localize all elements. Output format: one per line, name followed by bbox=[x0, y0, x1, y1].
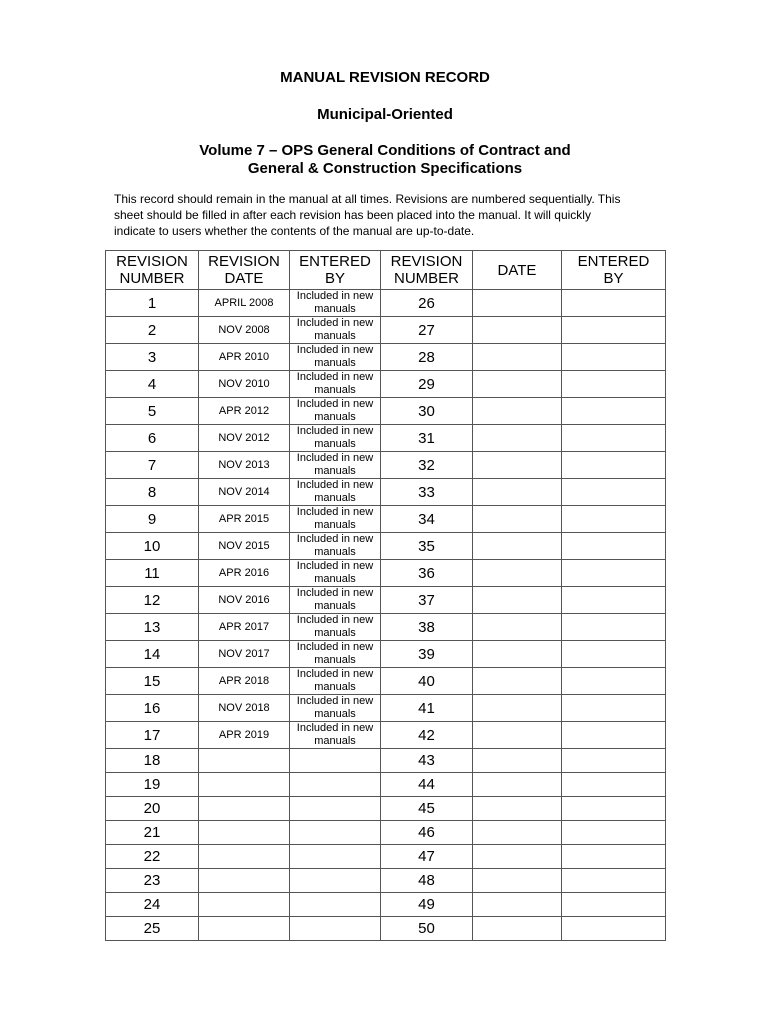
entered-by-cell: Included in new manuals bbox=[290, 425, 381, 452]
table-row bbox=[106, 614, 666, 641]
entered-by-cell-2 bbox=[562, 290, 666, 317]
revision-number-cell: 25 bbox=[106, 917, 199, 941]
revision-date-cell: NOV 2016 bbox=[199, 587, 290, 614]
revision-number-cell: 11 bbox=[106, 560, 199, 587]
entered-by-cell-2 bbox=[562, 614, 666, 641]
entered-by-cell: Included in new manuals bbox=[290, 371, 381, 398]
revision-number-cell-2: 32 bbox=[381, 452, 473, 479]
revision-number-cell-2: 43 bbox=[381, 749, 473, 773]
revision-number-cell-2: 47 bbox=[381, 845, 473, 869]
entered-by-cell: Included in new manuals bbox=[290, 290, 381, 317]
revision-number-cell: 13 bbox=[106, 614, 199, 641]
entered-by-cell-2 bbox=[562, 797, 666, 821]
entered-by-cell-2 bbox=[562, 893, 666, 917]
entered-by-cell-2 bbox=[562, 641, 666, 668]
revision-date-cell bbox=[199, 917, 290, 941]
revision-date-cell: NOV 2010 bbox=[199, 371, 290, 398]
revision-number-cell: 17 bbox=[106, 722, 199, 749]
date-cell-2 bbox=[473, 917, 562, 941]
entered-by-cell-2 bbox=[562, 425, 666, 452]
revision-number-cell: 15 bbox=[106, 668, 199, 695]
header-revision-number bbox=[106, 251, 199, 290]
date-cell-2 bbox=[473, 821, 562, 845]
entered-by-cell-2 bbox=[562, 371, 666, 398]
entered-by-cell-2 bbox=[562, 398, 666, 425]
table-row bbox=[106, 869, 666, 893]
revision-date-cell: NOV 2013 bbox=[199, 452, 290, 479]
entered-by-cell-2 bbox=[562, 479, 666, 506]
date-cell-2 bbox=[473, 641, 562, 668]
date-cell-2 bbox=[473, 845, 562, 869]
entered-by-cell-2 bbox=[562, 749, 666, 773]
entered-by-cell-2 bbox=[562, 773, 666, 797]
intro-paragraph bbox=[114, 191, 674, 239]
entered-by-cell bbox=[290, 917, 381, 941]
table-row bbox=[106, 695, 666, 722]
revision-number-cell-2: 41 bbox=[381, 695, 473, 722]
revision-number-cell-2: 33 bbox=[381, 479, 473, 506]
entered-by-cell: Included in new manuals bbox=[290, 452, 381, 479]
date-cell-2 bbox=[473, 668, 562, 695]
intro-line: sheet should be filled in after each revision has been placed into the manual. It will quickly bbox=[114, 208, 591, 222]
revision-number-cell: 8 bbox=[106, 479, 199, 506]
revision-number-cell-2: 37 bbox=[381, 587, 473, 614]
revision-date-cell bbox=[199, 893, 290, 917]
entered-by-cell-2 bbox=[562, 344, 666, 371]
table-row bbox=[106, 533, 666, 560]
document-title: MANUAL REVISION RECORD bbox=[280, 69, 490, 86]
revision-date-cell: APR 2019 bbox=[199, 722, 290, 749]
revision-date-cell: APR 2010 bbox=[199, 344, 290, 371]
table-row bbox=[106, 398, 666, 425]
date-cell-2 bbox=[473, 371, 562, 398]
date-cell-2 bbox=[473, 773, 562, 797]
revision-number-cell-2: 48 bbox=[381, 869, 473, 893]
entered-by-cell-2 bbox=[562, 560, 666, 587]
revision-number-cell-2: 34 bbox=[381, 506, 473, 533]
entered-by-cell-2 bbox=[562, 506, 666, 533]
revision-date-cell: NOV 2014 bbox=[199, 479, 290, 506]
revision-date-cell: APR 2012 bbox=[199, 398, 290, 425]
header-text: ENTERED bbox=[577, 253, 650, 270]
revision-number-cell-2: 38 bbox=[381, 614, 473, 641]
header-text: BY bbox=[603, 270, 624, 287]
revision-date-cell bbox=[199, 869, 290, 893]
date-cell-2 bbox=[473, 695, 562, 722]
revision-date-cell bbox=[199, 749, 290, 773]
header-text: REVISION bbox=[116, 253, 188, 270]
date-cell-2 bbox=[473, 722, 562, 749]
entered-by-cell: Included in new manuals bbox=[290, 560, 381, 587]
entered-by-cell-2 bbox=[562, 821, 666, 845]
table-row bbox=[106, 893, 666, 917]
entered-by-cell bbox=[290, 869, 381, 893]
table-row bbox=[106, 317, 666, 344]
date-cell-2 bbox=[473, 614, 562, 641]
entered-by-cell bbox=[290, 797, 381, 821]
revision-number-cell: 20 bbox=[106, 797, 199, 821]
revision-date-cell bbox=[199, 821, 290, 845]
revision-number-cell: 3 bbox=[106, 344, 199, 371]
date-cell-2 bbox=[473, 344, 562, 371]
intro-line: indicate to users whether the contents of the manual are up-to-date. bbox=[114, 224, 475, 238]
revision-number-cell-2: 27 bbox=[381, 317, 473, 344]
document-subtitle: Municipal-Oriented bbox=[317, 106, 453, 123]
revision-number-cell: 6 bbox=[106, 425, 199, 452]
revision-number-cell: 14 bbox=[106, 641, 199, 668]
entered-by-cell: Included in new manuals bbox=[290, 614, 381, 641]
revision-date-cell bbox=[199, 773, 290, 797]
entered-by-cell-2 bbox=[562, 722, 666, 749]
revision-number-cell-2: 40 bbox=[381, 668, 473, 695]
table-row bbox=[106, 917, 666, 941]
entered-by-cell: Included in new manuals bbox=[290, 398, 381, 425]
table-row bbox=[106, 344, 666, 371]
table-row bbox=[106, 587, 666, 614]
revision-date-cell: APR 2017 bbox=[199, 614, 290, 641]
revision-number-cell-2: 50 bbox=[381, 917, 473, 941]
table-row bbox=[106, 452, 666, 479]
entered-by-cell bbox=[290, 845, 381, 869]
entered-by-cell-2 bbox=[562, 533, 666, 560]
date-cell-2 bbox=[473, 749, 562, 773]
date-cell-2 bbox=[473, 398, 562, 425]
entered-by-cell bbox=[290, 893, 381, 917]
table-row bbox=[106, 821, 666, 845]
table-header-row bbox=[106, 251, 666, 290]
revision-number-cell: 5 bbox=[106, 398, 199, 425]
revision-number-cell: 22 bbox=[106, 845, 199, 869]
header-date-2: DATE bbox=[473, 251, 562, 290]
revision-number-cell: 12 bbox=[106, 587, 199, 614]
entered-by-cell: Included in new manuals bbox=[290, 722, 381, 749]
entered-by-cell: Included in new manuals bbox=[290, 641, 381, 668]
header-entered-by bbox=[290, 251, 381, 290]
table-row bbox=[106, 773, 666, 797]
revision-number-cell: 4 bbox=[106, 371, 199, 398]
revision-number-cell-2: 31 bbox=[381, 425, 473, 452]
revision-date-cell: APR 2015 bbox=[199, 506, 290, 533]
entered-by-cell bbox=[290, 821, 381, 845]
revision-number-cell-2: 28 bbox=[381, 344, 473, 371]
intro-line: This record should remain in the manual at all times. Revisions are numbered sequentially. This bbox=[114, 192, 621, 206]
date-cell-2 bbox=[473, 479, 562, 506]
header-text: NUMBER bbox=[393, 270, 459, 287]
revision-number-cell-2: 39 bbox=[381, 641, 473, 668]
table-row bbox=[106, 845, 666, 869]
header-text: ENTERED bbox=[299, 253, 371, 270]
entered-by-cell-2 bbox=[562, 587, 666, 614]
volume-title-line1: Volume 7 – OPS General Conditions of Contract and bbox=[199, 142, 571, 159]
revision-date-cell: NOV 2018 bbox=[199, 695, 290, 722]
header-text: DATE bbox=[224, 270, 264, 287]
revision-number-cell: 9 bbox=[106, 506, 199, 533]
header-text: BY bbox=[324, 270, 345, 287]
revision-number-cell: 19 bbox=[106, 773, 199, 797]
date-cell-2 bbox=[473, 425, 562, 452]
entered-by-cell-2 bbox=[562, 695, 666, 722]
entered-by-cell: Included in new manuals bbox=[290, 533, 381, 560]
table-row bbox=[106, 290, 666, 317]
revision-number-cell: 1 bbox=[106, 290, 199, 317]
revision-number-cell-2: 36 bbox=[381, 560, 473, 587]
revision-number-cell: 23 bbox=[106, 869, 199, 893]
date-cell-2 bbox=[473, 533, 562, 560]
table-row bbox=[106, 371, 666, 398]
entered-by-cell-2 bbox=[562, 452, 666, 479]
revision-date-cell: NOV 2012 bbox=[199, 425, 290, 452]
revision-date-cell bbox=[199, 845, 290, 869]
table-row bbox=[106, 668, 666, 695]
revision-date-cell: APRIL 2008 bbox=[199, 290, 290, 317]
entered-by-cell: Included in new manuals bbox=[290, 587, 381, 614]
revision-number-cell-2: 49 bbox=[381, 893, 473, 917]
date-cell-2 bbox=[473, 869, 562, 893]
revision-date-cell: NOV 2015 bbox=[199, 533, 290, 560]
date-cell-2 bbox=[473, 317, 562, 344]
table-row bbox=[106, 641, 666, 668]
revision-number-cell: 16 bbox=[106, 695, 199, 722]
table-row bbox=[106, 425, 666, 452]
revision-number-cell: 7 bbox=[106, 452, 199, 479]
revision-date-cell: APR 2018 bbox=[199, 668, 290, 695]
entered-by-cell: Included in new manuals bbox=[290, 317, 381, 344]
revision-number-cell-2: 30 bbox=[381, 398, 473, 425]
revision-number-cell-2: 26 bbox=[381, 290, 473, 317]
entered-by-cell: Included in new manuals bbox=[290, 506, 381, 533]
entered-by-cell-2 bbox=[562, 845, 666, 869]
entered-by-cell-2 bbox=[562, 917, 666, 941]
table-row bbox=[106, 749, 666, 773]
revision-number-cell-2: 35 bbox=[381, 533, 473, 560]
entered-by-cell: Included in new manuals bbox=[290, 344, 381, 371]
date-cell-2 bbox=[473, 560, 562, 587]
header-revision-date bbox=[199, 251, 290, 290]
volume-title-line2: General & Construction Specifications bbox=[247, 160, 523, 177]
entered-by-cell-2 bbox=[562, 668, 666, 695]
date-cell-2 bbox=[473, 290, 562, 317]
header-text: REVISION bbox=[390, 253, 463, 270]
revision-number-cell: 2 bbox=[106, 317, 199, 344]
table-row bbox=[106, 560, 666, 587]
entered-by-cell: Included in new manuals bbox=[290, 695, 381, 722]
entered-by-cell bbox=[290, 773, 381, 797]
header-entered-by-2 bbox=[562, 251, 666, 290]
entered-by-cell: Included in new manuals bbox=[290, 479, 381, 506]
revision-number-cell: 10 bbox=[106, 533, 199, 560]
revision-number-cell-2: 29 bbox=[381, 371, 473, 398]
revision-date-cell: NOV 2008 bbox=[199, 317, 290, 344]
date-cell-2 bbox=[473, 587, 562, 614]
revision-number-cell: 24 bbox=[106, 893, 199, 917]
revision-number-cell: 18 bbox=[106, 749, 199, 773]
revision-date-cell bbox=[199, 797, 290, 821]
revision-number-cell: 21 bbox=[106, 821, 199, 845]
revision-date-cell: NOV 2017 bbox=[199, 641, 290, 668]
date-cell-2 bbox=[473, 506, 562, 533]
table-row bbox=[106, 722, 666, 749]
revision-number-cell-2: 46 bbox=[381, 821, 473, 845]
revision-number-cell-2: 42 bbox=[381, 722, 473, 749]
header-revision-number-2 bbox=[381, 251, 473, 290]
entered-by-cell bbox=[290, 749, 381, 773]
entered-by-cell-2 bbox=[562, 317, 666, 344]
table-row bbox=[106, 479, 666, 506]
date-cell-2 bbox=[473, 452, 562, 479]
revision-table bbox=[105, 250, 666, 941]
revision-number-cell-2: 45 bbox=[381, 797, 473, 821]
table-row bbox=[106, 797, 666, 821]
date-cell-2 bbox=[473, 797, 562, 821]
revision-number-cell-2: 44 bbox=[381, 773, 473, 797]
entered-by-cell-2 bbox=[562, 869, 666, 893]
header-text: REVISION bbox=[208, 253, 280, 270]
header-text: NUMBER bbox=[119, 270, 185, 287]
date-cell-2 bbox=[473, 893, 562, 917]
revision-date-cell: APR 2016 bbox=[199, 560, 290, 587]
table-row bbox=[106, 506, 666, 533]
entered-by-cell: Included in new manuals bbox=[290, 668, 381, 695]
